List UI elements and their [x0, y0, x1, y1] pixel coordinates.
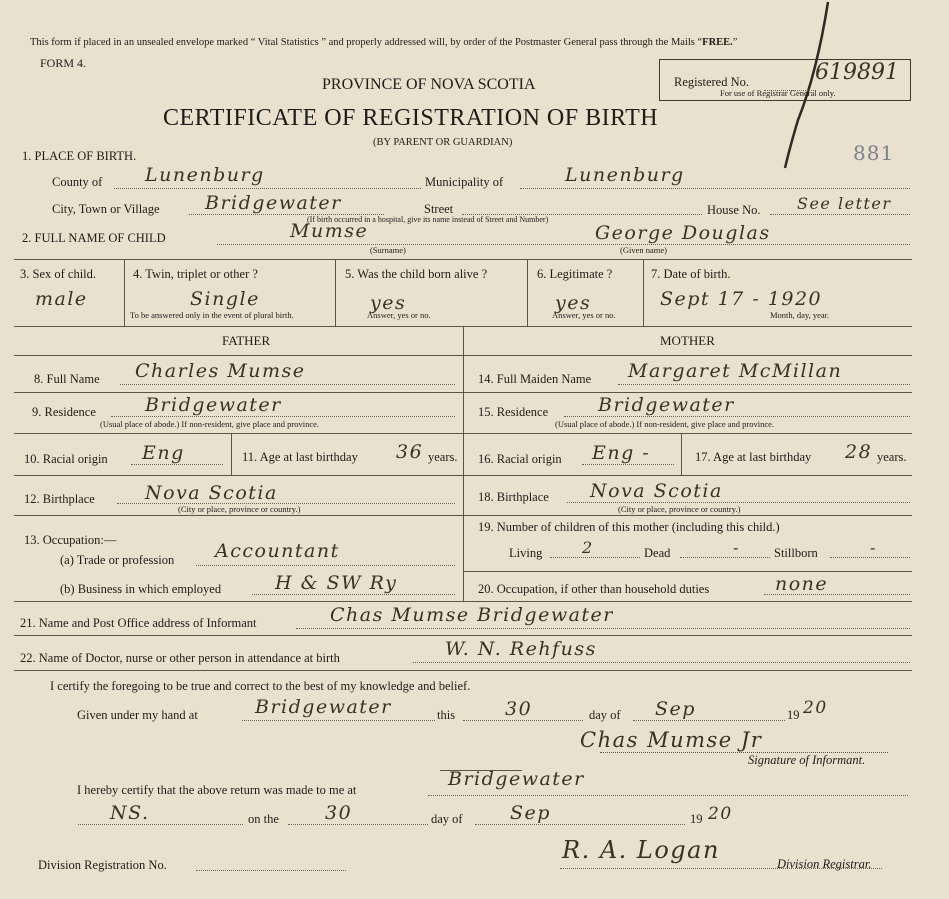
day-of-label: day of — [589, 708, 621, 722]
this-label: this — [437, 708, 456, 722]
legitimate-note: Answer, yes or no. — [552, 310, 616, 320]
registered-value: 619891 — [815, 60, 899, 85]
date-of-birth-note: Month, day, year. — [770, 310, 830, 320]
mother-residence-note: (Usual place of abode.) If non-resident, give place and province. — [555, 419, 775, 429]
street-label: Street — [424, 202, 454, 216]
given-caption: (Given name) — [620, 245, 667, 255]
alive-note: Answer, yes or no. — [367, 310, 431, 320]
mother-occupation-label: 20. Occupation, if other than household duties — [478, 582, 710, 596]
living-label: Living — [509, 546, 543, 560]
legitimate-value: yes — [555, 292, 592, 314]
trade-value: Accountant — [215, 540, 340, 562]
registrar-use-note: For use of Registrar General only. — [720, 88, 836, 98]
father-birthplace-value: Nova Scotia — [145, 482, 278, 504]
return-month-value: Sep — [510, 802, 551, 824]
certification-statement: I certify the foregoing to be true and correct to the best of my knowledge and belief. — [50, 679, 471, 693]
twin-value: Single — [190, 288, 260, 310]
father-age-label: 11. Age at last birthday — [242, 450, 358, 464]
given-month-value: Sep — [655, 698, 696, 720]
mailing-notice: This form if placed in an unsealed envelope marked “ Vital Statistics ” and properly addressed will, by order of the Postmaster General pass through the Mails “FREE.” — [30, 37, 738, 48]
mother-children-label: 19. Number of children of this mother (including this child.) — [478, 520, 780, 534]
mother-racial-label: 16. Racial origin — [478, 452, 562, 466]
given-day-value: 30 — [505, 698, 533, 720]
mother-residence-label: 15. Residence — [478, 405, 549, 419]
certificate-subtitle: (BY PARENT OR GUARDIAN) — [373, 137, 513, 148]
county-label: County of — [52, 175, 103, 189]
mother-birthplace-label: 18. Birthplace — [478, 490, 549, 504]
father-racial-label: 10. Racial origin — [24, 452, 108, 466]
given-under-label: Given under my hand at — [77, 708, 198, 722]
date-of-birth-label: 7. Date of birth. — [651, 267, 731, 281]
city-label: City, Town or Village — [52, 202, 160, 216]
mother-residence-value: Bridgewater — [598, 394, 735, 416]
registered-label: Registered No. — [674, 75, 749, 89]
informant-signature: Chas Mumse Jr — [580, 728, 763, 752]
registrar-caption: Division Registrar. — [777, 857, 872, 871]
informant-signature-caption: Signature of Informant. — [748, 753, 866, 767]
municipality-value: Lunenburg — [565, 164, 685, 186]
sex-label: 3. Sex of child. — [20, 267, 97, 281]
father-age-value: 36 — [396, 441, 424, 463]
father-heading: FATHER — [222, 333, 271, 348]
on-the-label: on the — [248, 812, 279, 826]
father-occupation-label: 13. Occupation:— — [24, 533, 117, 547]
mother-heading: MOTHER — [660, 333, 715, 348]
alive-value: yes — [370, 292, 407, 314]
house-label: House No. — [707, 203, 761, 217]
father-name-label: 8. Full Name — [34, 372, 100, 386]
return-province-value: NS. — [110, 802, 150, 824]
registrar-signature: R. A. Logan — [562, 836, 720, 864]
father-racial-value: Eng — [142, 442, 185, 464]
return-day-of-label: day of — [431, 812, 463, 826]
given-year-prefix: 19 — [787, 708, 800, 722]
mother-occupation-value: none — [775, 573, 829, 595]
father-birthplace-note: (City or place, province or country.) — [178, 504, 301, 514]
father-residence-value: Bridgewater — [145, 394, 282, 416]
province-heading: PROVINCE OF NOVA SCOTIA — [322, 76, 536, 93]
return-label: I hereby certify that the above return was made to me at — [77, 783, 357, 797]
place-of-birth-label: 1. PLACE OF BIRTH. — [22, 149, 137, 163]
house-value: See letter — [797, 194, 892, 213]
alive-label: 5. Was the child born alive ? — [345, 267, 488, 281]
city-value: Bridgewater — [205, 192, 342, 214]
sex-value: male — [35, 288, 88, 310]
return-year-value: 20 — [708, 804, 733, 824]
given-place-value: Bridgewater — [255, 696, 392, 718]
return-place-value: Bridgewater — [448, 768, 585, 790]
child-given-value: George Douglas — [595, 222, 771, 244]
dead-value: - — [733, 538, 740, 557]
county-value: Lunenburg — [145, 164, 265, 186]
date-of-birth-value: Sept 17 - 1920 — [660, 288, 823, 310]
mother-name-label: 14. Full Maiden Name — [478, 372, 592, 386]
informant-label: 21. Name and Post Office address of Informant — [20, 616, 257, 630]
father-name-value: Charles Mumse — [135, 360, 306, 382]
mother-age-value: 28 — [845, 441, 873, 463]
stillborn-label: Stillborn — [774, 546, 818, 560]
father-residence-label: 9. Residence — [32, 405, 96, 419]
father-residence-note: (Usual place of abode.) If non-resident, give place and province. — [100, 419, 320, 429]
mother-birthplace-note: (City or place, province or country.) — [618, 504, 741, 514]
twin-label: 4. Twin, triplet or other ? — [133, 267, 258, 281]
trade-label: (a) Trade or profession — [60, 553, 175, 567]
child-surname-value: Mumse — [290, 220, 369, 242]
corner-number: 881 — [853, 141, 895, 165]
father-age-unit: years. — [428, 450, 458, 464]
mother-racial-value: Eng - — [592, 442, 651, 464]
form-number: FORM 4. — [40, 56, 87, 70]
father-birthplace-label: 12. Birthplace — [24, 492, 95, 506]
doctor-value: W. N. Rehfuss — [445, 638, 597, 660]
living-value: 2 — [582, 538, 594, 557]
return-year-prefix: 19 — [690, 812, 703, 826]
twin-note: To be answered only in the event of plural birth. — [130, 310, 294, 320]
certificate-title: CERTIFICATE OF REGISTRATION OF BIRTH — [163, 105, 659, 131]
legitimate-label: 6. Legitimate ? — [537, 267, 613, 281]
mother-name-value: Margaret McMillan — [628, 360, 843, 382]
mother-birthplace-value: Nova Scotia — [590, 480, 723, 502]
child-name-label: 2. FULL NAME OF CHILD — [22, 231, 166, 245]
division-registration-label: Division Registration No. — [38, 858, 167, 872]
doctor-label: 22. Name of Doctor, nurse or other person in attendance at birth — [20, 651, 340, 665]
business-value: H & SW Ry — [275, 572, 398, 594]
mother-age-label: 17. Age at last birthday — [695, 450, 812, 464]
stillborn-value: - — [870, 538, 877, 557]
hospital-note: (If birth occurred in a hospital, give its name instead of Street and Number) — [307, 215, 549, 224]
informant-value: Chas Mumse Bridgewater — [330, 604, 614, 626]
municipality-label: Municipality of — [425, 175, 504, 189]
business-label: (b) Business in which employed — [60, 582, 222, 596]
dead-label: Dead — [644, 546, 671, 560]
return-day-value: 30 — [325, 802, 353, 824]
mother-age-unit: years. — [877, 450, 907, 464]
surname-caption: (Surname) — [370, 245, 406, 255]
given-year-value: 20 — [803, 698, 828, 718]
